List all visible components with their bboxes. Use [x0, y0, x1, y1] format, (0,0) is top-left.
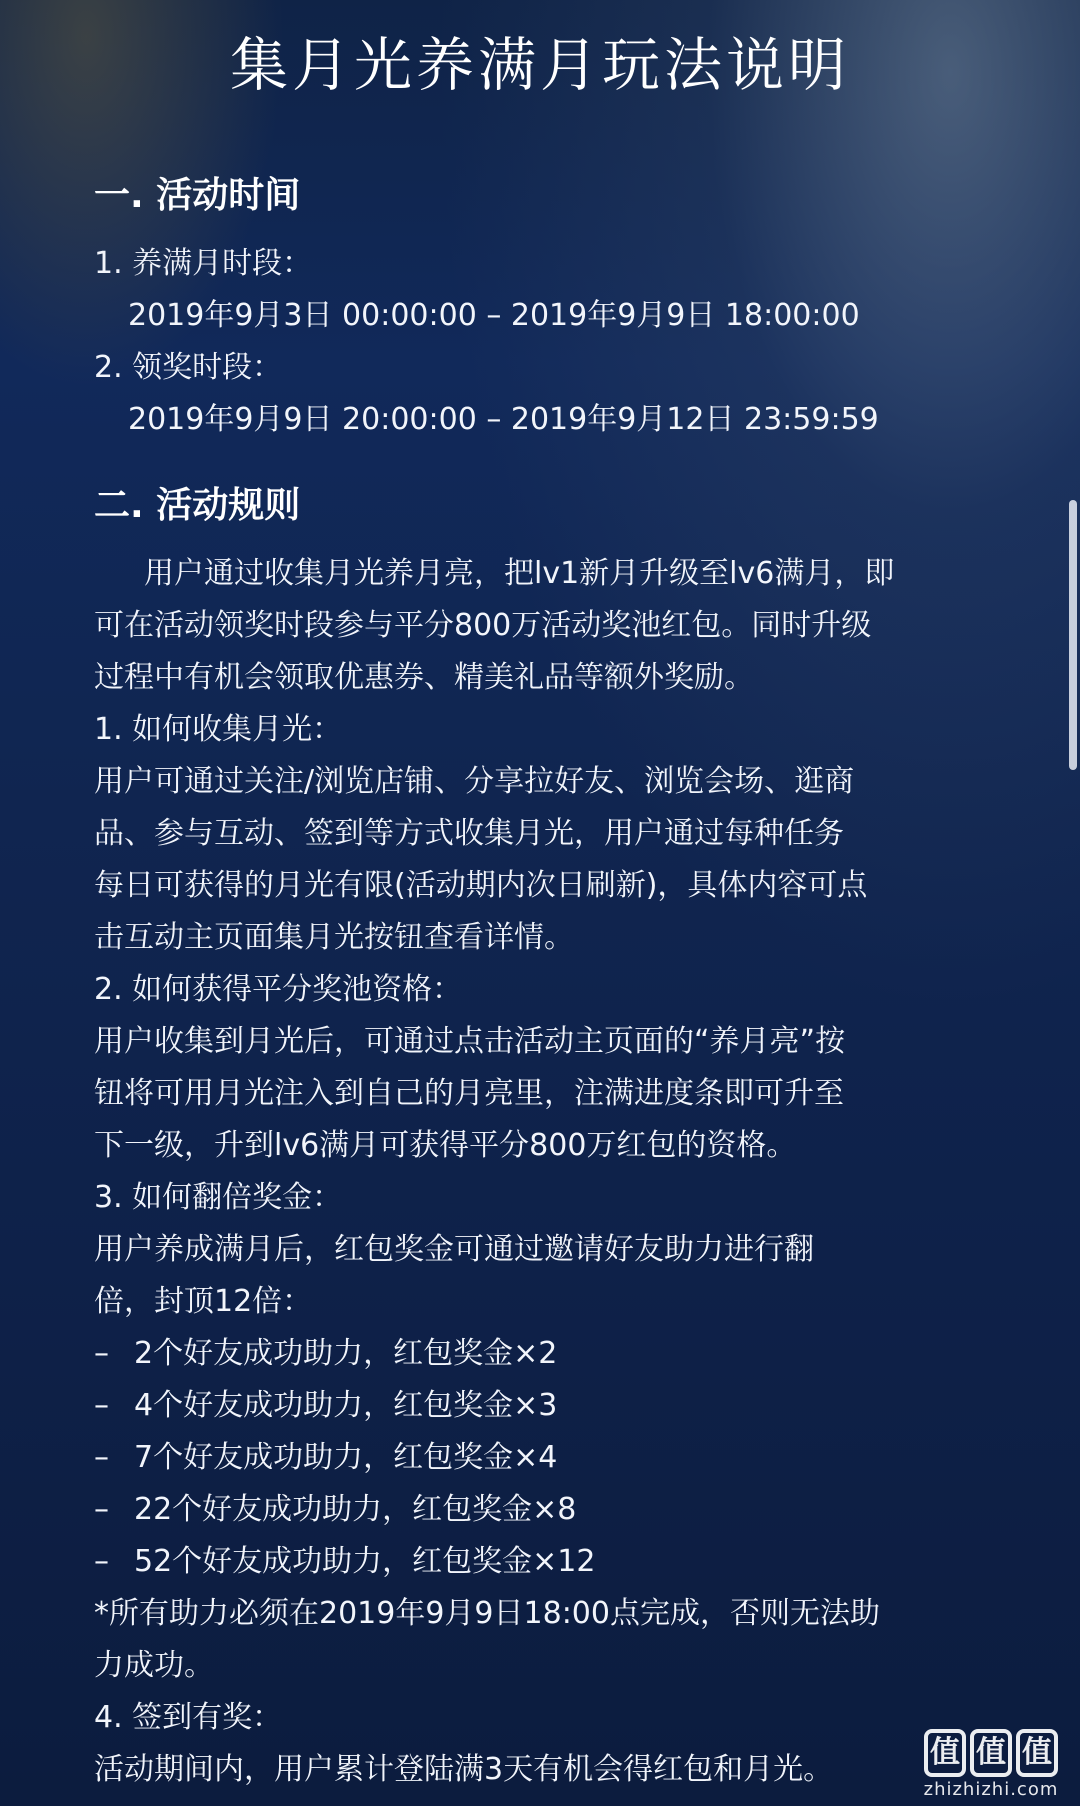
claim-period-label-1: 1. 养满月时段：: [94, 246, 313, 281]
bonus-tier-item: [94, 1328, 994, 1380]
claim-period-value: 2019年9月9日 20:00:00 – 2019年9月12日 23:59:59: [128, 402, 879, 437]
page-title: 集月光养满月玩法说明: [229, 31, 850, 99]
bullet-dash: –: [94, 1492, 109, 1527]
grow-period-value: 2019年9月3日 00:00:00 – 2019年9月9日 18:00:00: [128, 298, 860, 333]
assist-note-line: *所有助力必须在2019年9月9日18:00点完成，否则无法助: [94, 1596, 880, 1631]
intro-line: 可在活动领奖时段参与平分800万活动奖池红包。同时升级: [94, 608, 872, 643]
claim-period-label-2: 2. 领奖时段：: [94, 350, 283, 385]
rule-text-line: 用户可通过关注/浏览店铺、分享拉好友、浏览会场、逛商: [94, 764, 855, 799]
intro-line: 用户通过收集月光养月亮，把lv1新月升级至lv6满月，即: [144, 556, 895, 591]
section-heading-time: 一. 活动时间: [94, 175, 301, 216]
bonus-tier-text: 22个好友成功助力，红包奖金×8: [134, 1492, 577, 1527]
bullet-dash: –: [94, 1336, 109, 1371]
watermark-char-icon: 值: [924, 1729, 966, 1777]
rule-label-double: 3. 如何翻倍奖金：: [94, 1180, 343, 1215]
watermark-char-icon: 值: [1016, 1729, 1058, 1777]
site-watermark: [916, 1729, 1066, 1800]
rule-text-line: 击互动主页面集月光按钮查看详情。: [94, 920, 574, 955]
rule-text-line: 活动期间内，用户累计登陆满3天有机会得红包和月光。: [94, 1752, 834, 1787]
bullet-dash: –: [94, 1388, 109, 1423]
scrollbar-thumb[interactable]: [1069, 500, 1077, 770]
bonus-tier-text: 7个好友成功助力，红包奖金×4: [134, 1440, 558, 1475]
bullet-dash: –: [94, 1544, 109, 1579]
bullet-dash: –: [94, 1440, 109, 1475]
rule-text-line: 用户收集到月光后，可通过点击活动主页面的“养月亮”按: [94, 1024, 846, 1059]
rule-text-line: 钮将可用月光注入到自己的月亮里，注满进度条即可升至: [94, 1076, 844, 1111]
bonus-tier-text: 2个好友成功助力，红包奖金×2: [134, 1336, 558, 1371]
watermark-char-icon: 值: [970, 1729, 1012, 1777]
rule-text-line: 用户养成满月后，红包奖金可通过邀请好友助力进行翻: [94, 1232, 814, 1267]
intro-line: 过程中有机会领取优惠券、精美礼品等额外奖励。: [94, 660, 754, 695]
rule-text-line: 每日可获得的月光有限(活动期内次日刷新)，具体内容可点: [94, 868, 868, 903]
rule-label-checkin: 4. 签到有奖：: [94, 1700, 283, 1735]
bonus-tier-text: 52个好友成功助力，红包奖金×12: [134, 1544, 596, 1579]
section-heading-rules: 二. 活动规则: [94, 485, 301, 526]
bonus-tier-text: 4个好友成功助力，红包奖金×3: [134, 1388, 558, 1423]
scrollbar[interactable]: [1066, 0, 1080, 1806]
rule-text-line: 下一级，升到lv6满月可获得平分800万红包的资格。: [94, 1128, 797, 1163]
bonus-tier-item: [94, 1432, 994, 1484]
rules-content: [94, 166, 994, 1796]
rule-text-line: 倍，封顶12倍：: [94, 1284, 313, 1319]
rule-label-qualify: 2. 如何获得平分奖池资格：: [94, 972, 463, 1007]
rule-label-collect: 1. 如何收集月光：: [94, 712, 343, 747]
bonus-tier-item: [94, 1380, 994, 1432]
bonus-tier-item: [94, 1484, 994, 1536]
watermark-logo: [916, 1729, 1066, 1777]
bonus-tier-item: [94, 1536, 994, 1588]
rule-text-line: 品、参与互动、签到等方式收集月光，用户通过每种任务: [94, 816, 844, 851]
assist-note-line: 力成功。: [94, 1648, 214, 1683]
watermark-text: zhizhizhi.com: [923, 1779, 1059, 1800]
